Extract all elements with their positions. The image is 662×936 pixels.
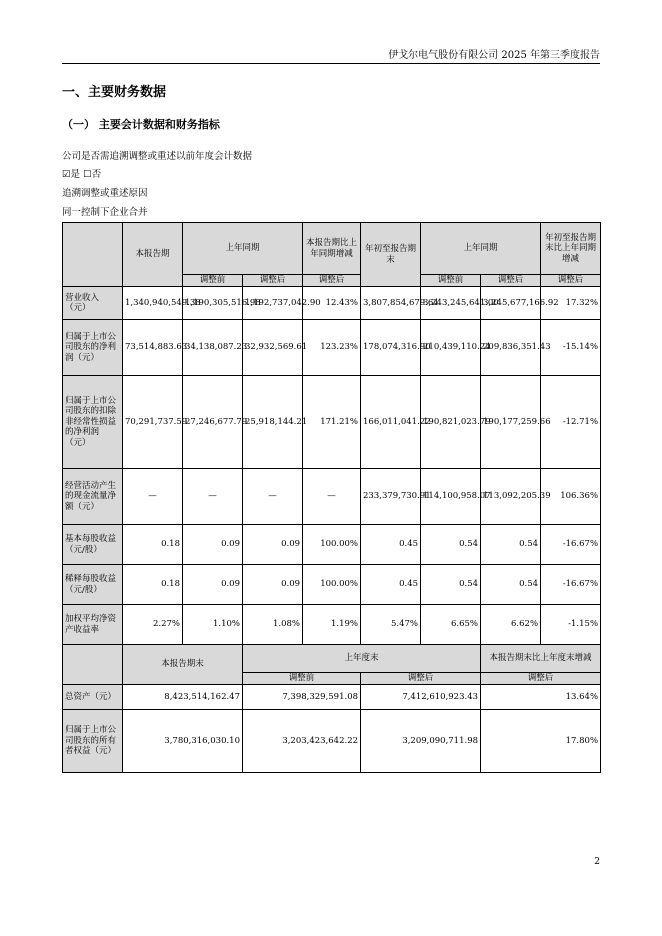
cell-change: 100.00% [303, 525, 361, 565]
row-label: 归属于上市公司股东的净利润（元） [63, 320, 123, 376]
cell-ytd-before: 0.54 [421, 525, 481, 565]
cell-after: 7,412,610,923.43 [361, 685, 481, 710]
cell-ytd-after: 0.54 [481, 525, 541, 565]
cell-prior-before: 1.10% [183, 605, 243, 645]
header-rule [62, 63, 600, 64]
cell-ytd-after: 6.62% [481, 605, 541, 645]
cell-prior-after: 0.09 [243, 565, 303, 605]
cell-ytd-after: 0.54 [481, 565, 541, 605]
cell-period-end: 3,780,316,030.10 [123, 710, 243, 773]
balance-header-blank [63, 645, 123, 685]
page-header: 伊戈尔电气股份有限公司 2025 年第三季度报告 [388, 50, 600, 61]
cell-current: 0.18 [123, 525, 183, 565]
page-number: 2 [594, 857, 600, 867]
table-row [63, 710, 601, 773]
cell-prior-before: — [183, 469, 243, 525]
header-after: 调整后 [243, 275, 303, 287]
cell-ytd: 3,807,854,679.64 [361, 287, 421, 320]
cell-current: 2.27% [123, 605, 183, 645]
cell-prior-after: 25,918,144.21 [243, 376, 303, 469]
cell-ytd: 0.45 [361, 565, 421, 605]
header-change-after: 调整后 [303, 275, 361, 287]
cell-before: 7,398,329,591.08 [243, 685, 361, 710]
header-prior-period: 上年同期 [183, 223, 303, 275]
cell-change: 171.21% [303, 376, 361, 469]
cell-current: 70,291,737.59 [123, 376, 183, 469]
cell-current: 1,340,940,549.38 [123, 287, 183, 320]
table-row [63, 525, 601, 565]
cell-prior-after: — [243, 469, 303, 525]
cell-change: 123.23% [303, 320, 361, 376]
cell-prior-before: 1,190,305,516.98 [183, 287, 243, 320]
cell-ytd-before: 210,439,110.24 [421, 320, 481, 376]
row-label: 基本每股收益（元/股） [63, 525, 123, 565]
table-row [63, 469, 601, 525]
cell-ytd-before: 6.65% [421, 605, 481, 645]
cell-ytd-after: 113,092,205.39 [481, 469, 541, 525]
cell-change: — [303, 469, 361, 525]
balance-header-prior-year-end: 上年度末 [243, 645, 481, 673]
cell-prior-before: 0.09 [183, 525, 243, 565]
cell-ytd-after: 209,836,351.43 [481, 320, 541, 376]
row-label: 总资产（元） [63, 685, 123, 710]
restatement-question: 公司是否需追溯调整或重述以前年度会计数据 [62, 151, 253, 162]
subsection-title: （一） 主要会计数据和财务指标 [62, 118, 220, 131]
cell-change: 100.00% [303, 565, 361, 605]
yes-label: 是 [70, 169, 81, 180]
cell-prior-after: 32,932,569.61 [243, 320, 303, 376]
cell-prior-before: 27,246,677.79 [183, 376, 243, 469]
cell-ytd-change: -1.15% [541, 605, 601, 645]
table-row [63, 605, 601, 645]
cell-ytd-change: 17.32% [541, 287, 601, 320]
restatement-reason-value: 同一控制下企业合并 [62, 207, 148, 218]
table-row [63, 685, 601, 710]
cell-ytd-before: 190,821,023.79 [421, 376, 481, 469]
cell-ytd-before: 114,100,958.07 [421, 469, 481, 525]
row-label: 稀释每股收益（元/股） [63, 565, 123, 605]
header-prior-ytd: 上年同期 [421, 223, 541, 275]
table-row [63, 320, 601, 376]
balance-header-change: 本报告期末比上年度末增减 [481, 645, 601, 673]
header-before: 调整前 [183, 275, 243, 287]
cell-ytd: 233,379,730.91 [361, 469, 421, 525]
cell-change: 12.43% [303, 287, 361, 320]
table-row [63, 287, 601, 320]
cell-ytd: 166,011,041.22 [361, 376, 421, 469]
cell-current: — [123, 469, 183, 525]
balance-header-before: 调整前 [243, 673, 361, 685]
row-label: 经营活动产生的现金流量净额（元） [63, 469, 123, 525]
balance-header-change-after: 调整后 [481, 673, 601, 685]
no-checkbox-icon: ☐ [83, 169, 92, 180]
cell-change: 1.19% [303, 605, 361, 645]
header-change-current: 本报告期比上年同期增减 [303, 223, 361, 275]
table-row [63, 376, 601, 469]
table-row [63, 565, 601, 605]
header-before-ytd: 调整前 [421, 275, 481, 287]
header-change-ytd: 年初至报告期末比上年同期增减 [541, 223, 601, 275]
cell-before: 3,203,423,642.22 [243, 710, 361, 773]
cell-ytd-before: 0.54 [421, 565, 481, 605]
row-label: 营业收入（元） [63, 287, 123, 320]
header-change-after-ytd: 调整后 [541, 275, 601, 287]
cell-prior-after: 0.09 [243, 525, 303, 565]
cell-ytd-change: -16.67% [541, 525, 601, 565]
cell-prior-after: 1.08% [243, 605, 303, 645]
cell-ytd-after: 190,177,259.66 [481, 376, 541, 469]
cell-ytd-before: 3,243,245,641.00 [421, 287, 481, 320]
balance-header-period-end: 本报告期末 [123, 645, 243, 685]
header-current-period: 本报告期 [123, 223, 183, 287]
cell-ytd: 0.45 [361, 525, 421, 565]
no-label: 否 [91, 169, 102, 180]
cell-ytd-change: 106.36% [541, 469, 601, 525]
cell-ytd: 5.47% [361, 605, 421, 645]
cell-ytd-change: -12.71% [541, 376, 601, 469]
cell-ytd-change: -15.14% [541, 320, 601, 376]
balance-header-after: 调整后 [361, 673, 481, 685]
restatement-reason-label: 追溯调整或重述原因 [62, 188, 148, 199]
row-label: 加权平均净资产收益率 [63, 605, 123, 645]
cell-after: 3,209,090,711.98 [361, 710, 481, 773]
yes-checkbox-icon: ☑ [62, 169, 71, 180]
row-label: 归属于上市公司股东的所有者权益（元） [63, 710, 123, 773]
cell-ytd-after: 3,245,677,166.92 [481, 287, 541, 320]
cell-prior-before: 34,138,087.23 [183, 320, 243, 376]
cell-current: 0.18 [123, 565, 183, 605]
section-title: 一、主要财务数据 [62, 85, 167, 100]
cell-ytd-change: -16.67% [541, 565, 601, 605]
restatement-options [62, 166, 101, 180]
cell-change: 17.80% [481, 710, 601, 773]
cell-current: 73,514,883.63 [123, 320, 183, 376]
cell-period-end: 8,423,514,162.47 [123, 685, 243, 710]
cell-prior-before: 0.09 [183, 565, 243, 605]
cell-prior-after: 1,192,737,042.90 [243, 287, 303, 320]
financial-data-table [62, 222, 601, 773]
cell-ytd: 178,074,316.90 [361, 320, 421, 376]
header-after-ytd: 调整后 [481, 275, 541, 287]
header-blank [63, 223, 123, 287]
row-label: 归属于上市公司股东的扣除非经常性损益的净利润（元） [63, 376, 123, 469]
cell-change: 13.64% [481, 685, 601, 710]
header-ytd: 年初至报告期末 [361, 223, 421, 287]
